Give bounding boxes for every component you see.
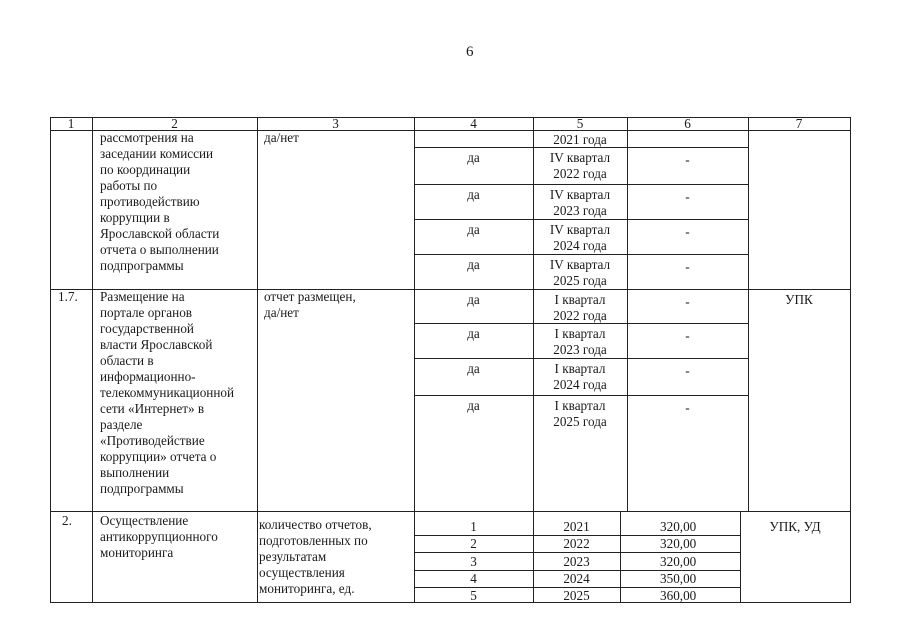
row-1-7-amount: - — [685, 363, 690, 378]
row-1-7-amount: - — [685, 400, 690, 415]
continued-first-period: 2021 года — [553, 132, 607, 147]
header-col-3: 3 — [332, 116, 339, 131]
row-2-amount: 320,00 — [660, 554, 697, 569]
row-2-value: 1 — [470, 519, 477, 534]
header-col-1: 1 — [67, 116, 75, 131]
row-1-7-value: да — [467, 292, 480, 307]
page-number: 6 — [466, 44, 474, 60]
row-1-7-amount: - — [685, 294, 690, 309]
row-2-description: Осуществление антикоррупционного мониторинга — [100, 513, 218, 560]
header-col-7: 7 — [795, 116, 803, 131]
row-2-period: 2021 — [563, 519, 590, 534]
continued-period: IV квартал 2023 года — [549, 187, 611, 218]
row-2-executor: УПК, УД — [769, 519, 821, 534]
row-1-7-executor: УПК — [785, 292, 813, 307]
row-2-value: 3 — [470, 554, 477, 569]
continued-value: да — [467, 222, 480, 237]
row-2-period: 2025 — [563, 588, 590, 603]
continued-value: да — [467, 150, 480, 165]
row-2-value: 4 — [470, 571, 477, 586]
row-2-value: 2 — [470, 536, 477, 551]
continued-value: да — [467, 257, 480, 272]
row-1-7-unit: отчет размещен, да/нет — [264, 289, 356, 320]
row-2-amount: 350,00 — [660, 571, 697, 586]
row-2-period: 2022 — [563, 536, 590, 551]
row-1-7-value: да — [467, 398, 480, 413]
row-2-period: 2024 — [563, 571, 590, 586]
row-2-amount: 320,00 — [660, 519, 697, 534]
row-1-7-amount: - — [685, 328, 690, 343]
header-col-6: 6 — [684, 116, 691, 131]
header-col-4: 4 — [470, 116, 477, 131]
row-2-period: 2023 — [563, 554, 590, 569]
row-2-amount: 360,00 — [660, 588, 697, 603]
continued-value: да — [467, 187, 480, 202]
row-2-value: 5 — [470, 588, 477, 603]
continued-period: IV квартал 2024 года — [549, 222, 611, 253]
continued-amount: - — [685, 259, 690, 274]
row-1-7-period: I квартал 2022 года — [553, 292, 607, 323]
continued-amount: - — [685, 152, 690, 167]
header-col-5: 5 — [576, 116, 584, 131]
row-1-7-value: да — [467, 361, 480, 376]
row-1-7-value: да — [467, 326, 480, 341]
continued-period: IV квартал 2025 года — [549, 257, 611, 288]
continued-period: IV квартал 2022 года — [549, 150, 611, 181]
continued-unit: да/нет — [264, 130, 299, 145]
row-2-number: 2. — [62, 513, 72, 528]
row-2-amount: 320,00 — [660, 536, 697, 551]
continued-amount: - — [685, 224, 690, 239]
row-2-unit: количество отчетов, подготовленных по результатам осуществления мониторинга, ед. — [259, 517, 372, 596]
row-1-7-period: I квартал 2025 года — [553, 398, 607, 429]
row-1-7-description: Размещение на портале органов государственной власти Ярославской области в информационно- телекоммуникационной сети «Интернет» в разделе «Противодействие коррупции» отчета о выполнении подпрограммы — [100, 289, 235, 496]
continued-description: рассмотрения на заседании комиссии по координации работы по противодействию коррупции в Ярославской области отчета о выполнении подпрограммы — [100, 130, 220, 273]
continued-amount: - — [685, 189, 690, 204]
row-1-7-period: I квартал 2023 года — [553, 326, 607, 357]
header-col-2: 2 — [171, 116, 178, 131]
row-1-7-number: 1.7. — [58, 289, 78, 304]
row-1-7-period: I квартал 2024 года — [553, 361, 607, 392]
